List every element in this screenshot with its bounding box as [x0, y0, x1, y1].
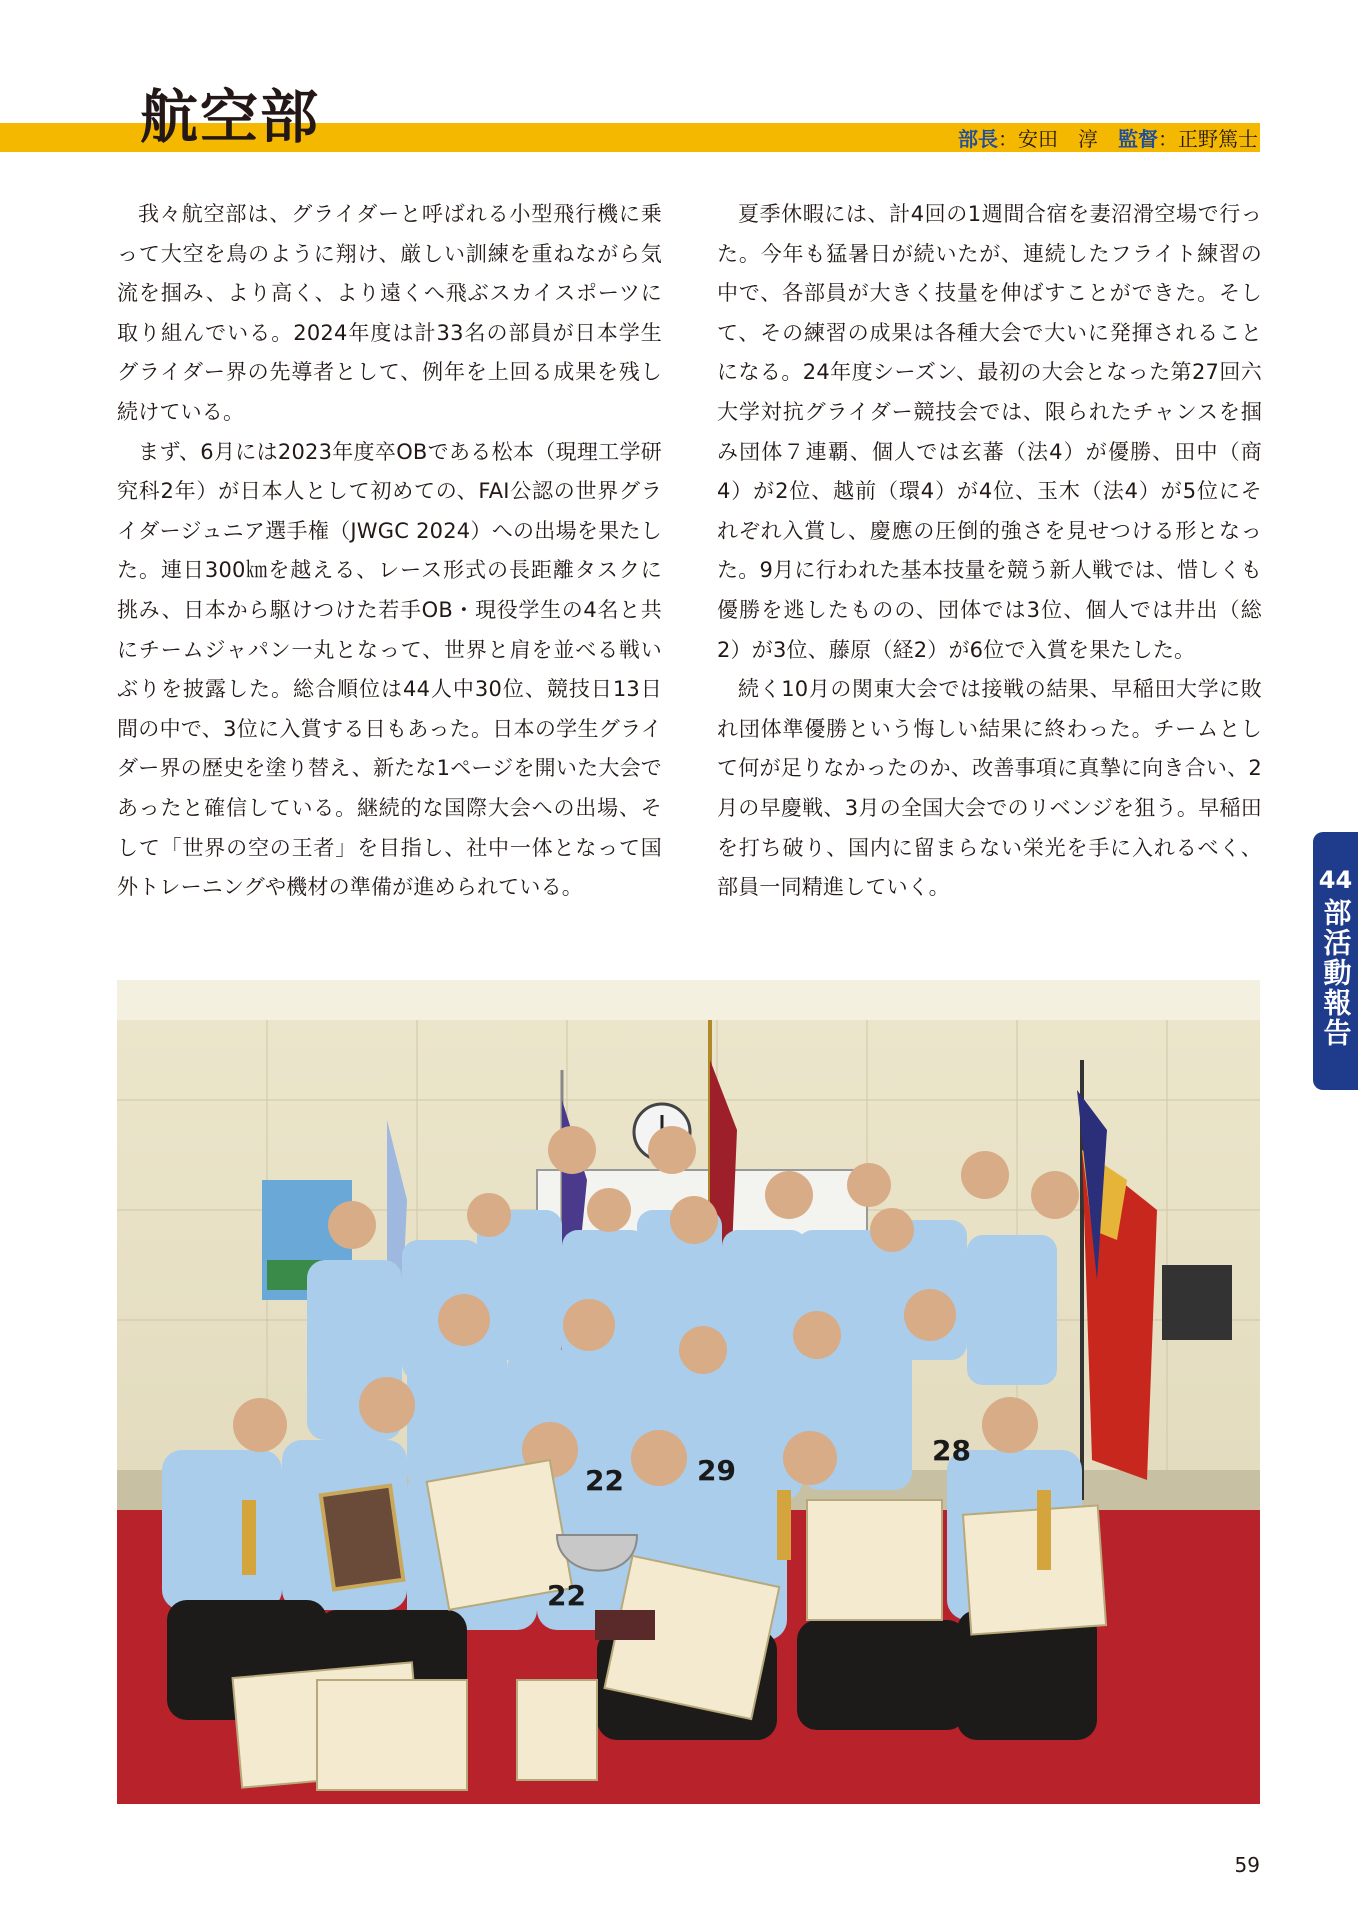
staff-role-coach: 監督: [1118, 127, 1158, 151]
staff-sep: ：: [998, 127, 1018, 151]
section-side-tab: [1313, 832, 1358, 1090]
staff-sep: ：: [1158, 127, 1178, 151]
staff-name-director: 安田 淳: [1018, 127, 1098, 151]
page-number: 59: [1234, 1853, 1260, 1877]
section-number: 44: [1318, 866, 1353, 894]
paragraph: 夏季休暇には、計4回の1週間合宿を妻沼滑空場で行った。今年も猛暑日が続いたが、連続したフライト練習の中で、各部員が大きく技量を伸ばすことができた。そして、その練習の成果は各種大会で大いに発揮されることになる。24年度シーズン、最初の大会となった第27回六大学対抗グライダー競技会では、限られたチャンスを掴み団体７連覇、個人では玄蕃（法4）が優勝、田中（商4）が2位、越前（環4）が4位、玉木（法4）が5位にそれぞれ入賞し、慶應の圧倒的強さを見せつける形となった。9月に行われた基本技量を競う新人戦では、惜しくも優勝を逃したものの、団体では3位、個人では井出（総2）が3位、藤原（経2）が6位で入賞を果たした。: [717, 202, 1262, 662]
paragraph: まず、6月には2023年度卒OBである松本（現理工学研究科2年）が日本人として初めての、FAI公認の世界グライダージュニア選手権（JWGC 2024）への出場を果たした。連日300㎞を越える、レース形式の長距離タスクに挑み、日本から駆けつけた若手OB・現役学生の4名と共にチームジャパン一丸となって、世界と肩を並べる戦いぶりを披露した。総合順位は44人中30位、競技日13日間の中で、3位に入賞する日もあった。日本の学生グライダー界の歴史を塗り替え、新たな1ページを開いた大会であったと確信している。継続的な国際大会への出場、そして「世界の空の王者」を目指し、社中一体となって国外トレーニングや機材の準備が進められている。: [117, 439, 662, 900]
paragraph: 続く10月の関東大会では接戦の結果、早稲田大学に敗れ団体準優勝という悔しい結果に終わった。チームとして何が足りなかったのか、改善事項に真摯に向き合い、2月の早慶戦、3月の全国大会でのリベンジを狙う。早稲田を打ち破り、国内に留まらない栄光を手に入れるべく、部員一同精進していく。: [717, 677, 1262, 900]
bib-number: 29: [697, 1454, 736, 1487]
paragraph: 我々航空部は、グライダーと呼ばれる小型飛行機に乗って大空を鳥のように翔け、厳しい訓練を重ねながら気流を掴み、より高く、より遠くへ飛ぶスカイスポーツに取り組んでいる。2024年度は計33名の部員が日本学生グライダー界の先導者として、例年を上回る成果を残し続けている。: [117, 202, 662, 424]
bib-number: 28: [932, 1434, 971, 1467]
page-title: 航空部: [140, 83, 321, 151]
body-column-right: [717, 195, 1262, 908]
staff-line: [958, 123, 1258, 152]
staff-name-coach: 正野篤士: [1178, 127, 1258, 151]
staff-role-director: 部長: [958, 127, 998, 151]
bib-number: 22: [585, 1464, 624, 1497]
body-column-left: [117, 195, 662, 908]
team-group-photo: [117, 980, 1260, 1804]
bib-number: 22: [547, 1579, 586, 1612]
section-label: 部活動報告: [1319, 898, 1353, 1048]
